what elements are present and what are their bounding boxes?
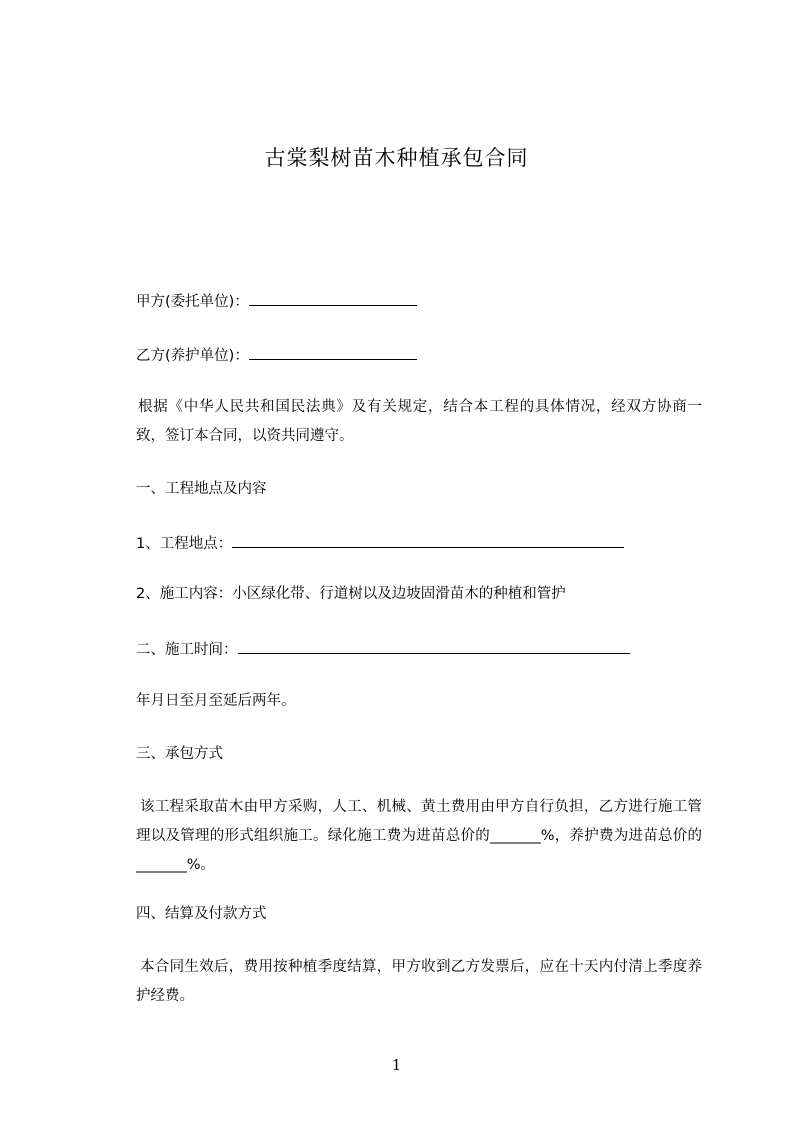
settlement-paragraph: 本合同生效后，费用按种植季度结算，甲方收到乙方发票后，应在十天内付清上季度养护经费。 — [136, 959, 702, 1004]
contract-text-b: %，养护费为进苗总价的 — [540, 828, 703, 844]
intro-paragraph: 根据《中华人民共和国民法典》及有关规定，结合本工程的具体情况，经双方协商一致，签订本合同，以资共同遵守。 — [136, 399, 702, 444]
time-label: 二、施工时间： — [136, 642, 238, 658]
location-line — [136, 534, 624, 552]
contract-blank-1: _______ — [489, 828, 541, 844]
time-blank — [238, 640, 630, 654]
page-number: 1 — [391, 1056, 402, 1074]
document-title: 古棠梨树苗木种植承包合同 — [264, 146, 529, 170]
section3-heading: 三、承包方式 — [136, 746, 223, 762]
section4-heading: 四、结算及付款方式 — [136, 906, 267, 922]
party-a-blank — [249, 292, 417, 306]
time-text: 年月日至月至延后两年。 — [136, 693, 296, 709]
contract-text-a: 该工程采取苗木由甲方采购，人工、机械、黄土费用由甲方自行负担，乙方进行施工管理以及管理的形式组织施工。绿化施工费为进苗总价的 — [136, 799, 702, 844]
party-b-line — [136, 346, 417, 364]
party-a-label: 甲方(委托单位)： — [136, 294, 249, 310]
section1-heading: 一、工程地点及内容 — [136, 481, 267, 497]
party-b-label: 乙方(养护单位)： — [136, 348, 249, 364]
party-b-blank — [249, 346, 417, 360]
contract-paragraph — [136, 793, 702, 880]
content-line: 2、施工内容：小区绿化带、行道树以及边坡固滑苗木的种植和管护 — [136, 586, 566, 602]
location-label: 1、工程地点： — [136, 536, 233, 552]
contract-blank-2: _______ — [136, 857, 187, 873]
time-line — [136, 640, 630, 658]
contract-text-c: %。 — [186, 857, 216, 873]
location-blank — [232, 534, 624, 548]
party-a-line — [136, 292, 417, 310]
